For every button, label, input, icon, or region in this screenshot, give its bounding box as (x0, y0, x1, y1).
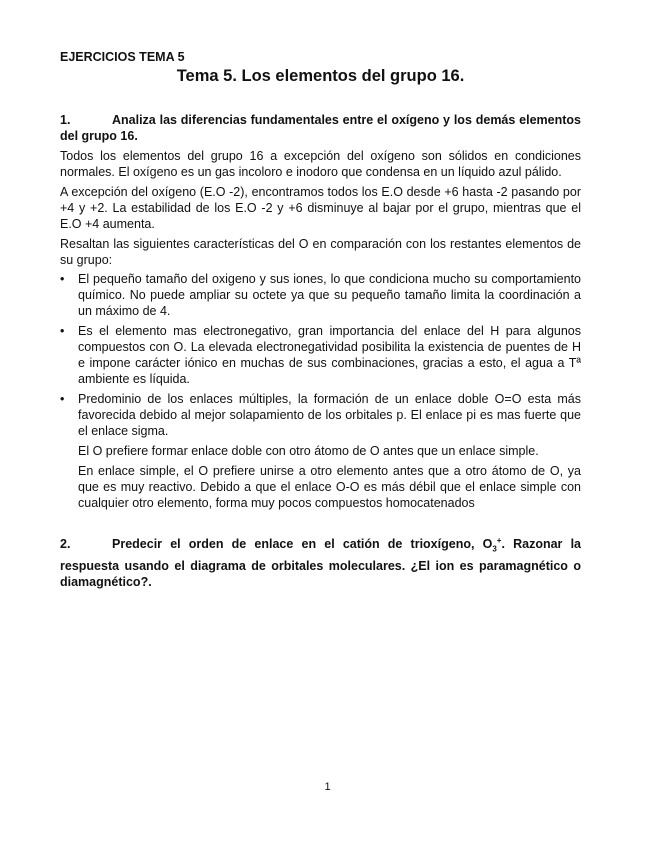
question-1 (60, 112, 581, 511)
list-item (60, 323, 581, 387)
bullet-icon: • (60, 392, 65, 406)
list-item (60, 391, 581, 439)
paragraph: Resaltan las siguientes características del O en comparación con los restantes elementos de su grupo: (60, 237, 581, 267)
question-2-number: 2. (60, 537, 71, 552)
question-2 (60, 533, 581, 590)
page-title: Tema 5. Los elementos del grupo 16. (176, 67, 465, 85)
question-2-heading (60, 533, 581, 590)
question-2-text-part1: Predecir el orden de enlace en el catión de trioxígeno, O (112, 537, 493, 552)
list-item-text: El pequeño tamaño del oxigeno y sus iones, lo que condiciona mucho su comportamiento químico. No puede ampliar su octete ya que su pequeño tamaño limita la coordinación a un máximo de 4. (78, 272, 581, 318)
paragraph: A excepción del oxígeno (E.O -2), encontramos todos los E.O desde +6 hasta -2 pasando por +4 y +2. La estabilidad de los E.O -2 y +6 disminuye al bajar por el grupo, mientras que el E.O +4 aumenta. (60, 185, 581, 231)
question-1-text: Analiza las diferencias fundamentales entre el oxígeno y los demás elementos del grupo 16. (60, 113, 581, 143)
list-item-text: Es el elemento mas electronegativo, gran importancia del enlace del H para algunos compuestos con O. La elevada electronegatividad posibilita la existencia de puentes de H e impone carácter iónico en muchas de sus combinaciones, gracias a esto, el agua a Tª ambiente es líquida. (78, 324, 581, 386)
bullet-icon: • (60, 324, 65, 338)
bullet-icon: • (60, 272, 65, 286)
paragraph-indented: En enlace simple, el O prefiere unirse a otro elemento antes que a otro átomo de O, ya que es muy reactivo. Debido a que el enlace O-O es más débil que el enlace simple con cualquier otro elemento, forma muy pocos compuestos homocatenados (78, 464, 581, 510)
question-1-heading (60, 112, 581, 144)
list-item (60, 271, 581, 319)
document-header: EJERCICIOS TEMA 5 (60, 50, 185, 64)
paragraph-indented: El O prefiere formar enlace doble con otro átomo de O antes que un enlace simple. (78, 444, 539, 458)
question-2-text-part2: . Razonar la respuesta usando el diagrama de orbitales moleculares. ¿El ion es paramagnético o diamagnético?. (60, 537, 581, 589)
page-number: 1 (324, 781, 331, 793)
paragraph: Todos los elementos del grupo 16 a excepción del oxígeno son sólidos en condiciones normales. El oxígeno es un gas incoloro e inodoro que condensa en un líquido azul pálido. (60, 149, 581, 179)
superscript: + (496, 536, 502, 545)
question-1-number: 1. (60, 113, 71, 127)
bullet-list (60, 271, 581, 439)
subscript: 3 (492, 544, 497, 554)
list-item-text: Predominio de los enlaces múltiples, la formación de un enlace doble O=O esta más favorecida debido al mejor solapamiento de los orbitales p. El enlace pi es mas fuerte que el enlace sigma. (78, 392, 581, 438)
